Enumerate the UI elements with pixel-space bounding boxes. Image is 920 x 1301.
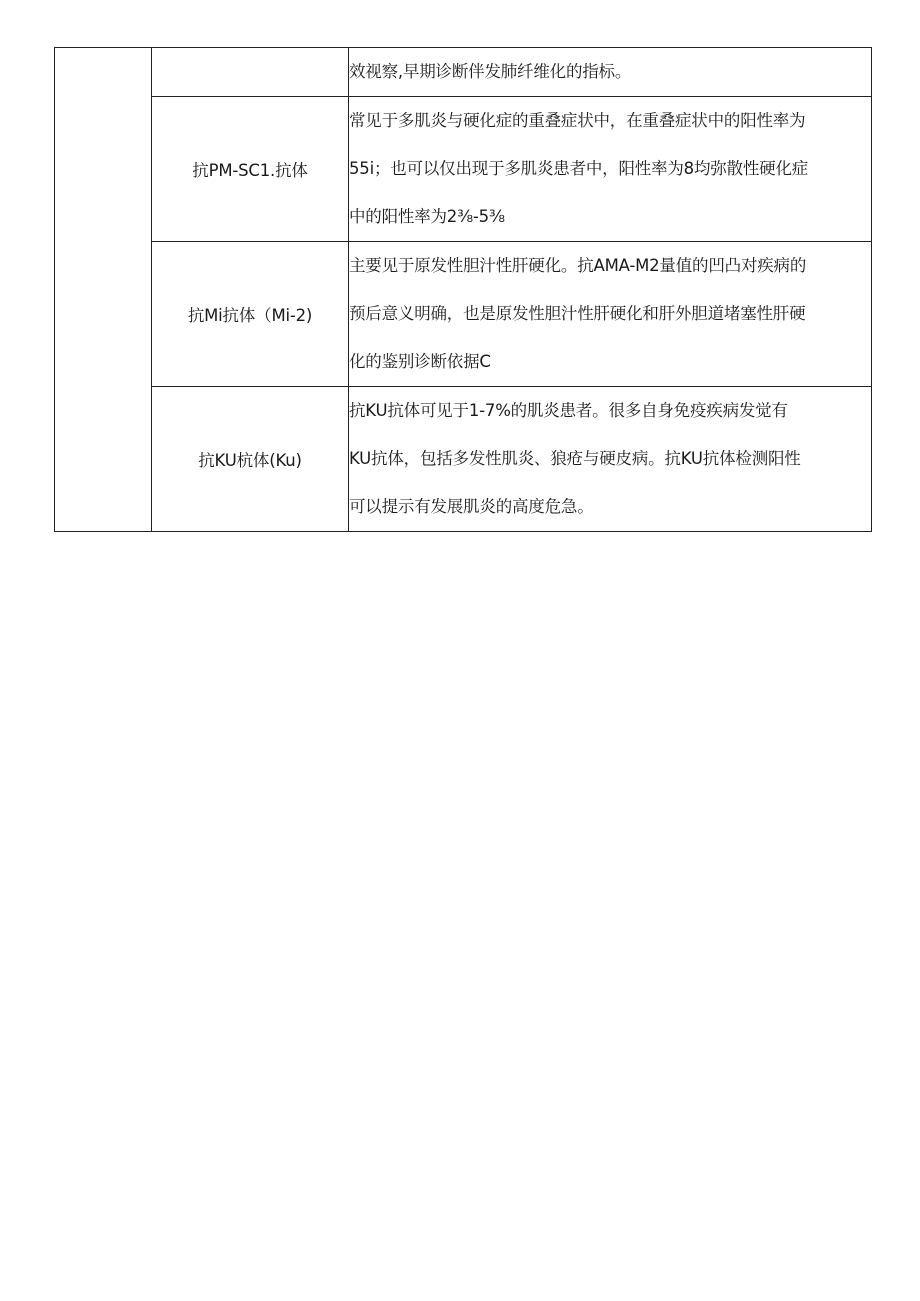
antibody-name-cell: [152, 242, 349, 387]
category-cell: [55, 48, 152, 532]
description-line: 化的鉴别诊断依据C: [349, 352, 491, 371]
description-line: 抗KU抗体可见于1-7%的肌炎患者。很多自身免疫疾病发觉有: [349, 401, 788, 420]
table-row: [55, 48, 872, 97]
antibody-name: 抗KU杭体(Ku): [198, 451, 302, 470]
description-line: 效视察,早期诊断伴发肺纤维化的指标。: [349, 62, 632, 81]
description-line: 中的阳性率为2⅜-5⅜: [349, 207, 505, 226]
antibody-name: 抗PM-SC1.抗体: [192, 161, 308, 180]
description-line: 常见于多肌炎与硬化症的重叠症状中，在重叠症状中的阳性率为: [349, 111, 806, 130]
antibody-description-cell: [349, 387, 872, 532]
antibody-description-cell: [349, 48, 872, 97]
table-row: [55, 242, 872, 387]
description-line: 主要见于原发性胆汁性肝硬化。抗AMA-M2量值的凹凸对疾病的: [349, 256, 807, 275]
antibody-table: [54, 47, 872, 532]
antibody-name: 抗Mi抗体（Mi-2): [187, 306, 313, 325]
description-line: 55i；也可以仅出现于多肌炎患者中，阳性率为8均弥散性硬化症: [349, 159, 809, 178]
table-row: [55, 97, 872, 242]
antibody-name-cell: [152, 97, 349, 242]
antibody-name-cell: [152, 48, 349, 97]
description-line: 预后意义明确，也是原发性胆汁性肝硬化和肝外胆道堵塞性肝硬: [349, 304, 806, 323]
antibody-description-cell: [349, 242, 872, 387]
description-line: KU抗体，包括多发性肌炎、狼疮与硬皮病。抗KU抗体检测阳性: [349, 449, 801, 468]
description-line: 可以提示有发展肌炎的高度危急。: [349, 497, 594, 516]
antibody-name-cell: [152, 387, 349, 532]
antibody-description-cell: [349, 97, 872, 242]
table-row: [55, 387, 872, 532]
